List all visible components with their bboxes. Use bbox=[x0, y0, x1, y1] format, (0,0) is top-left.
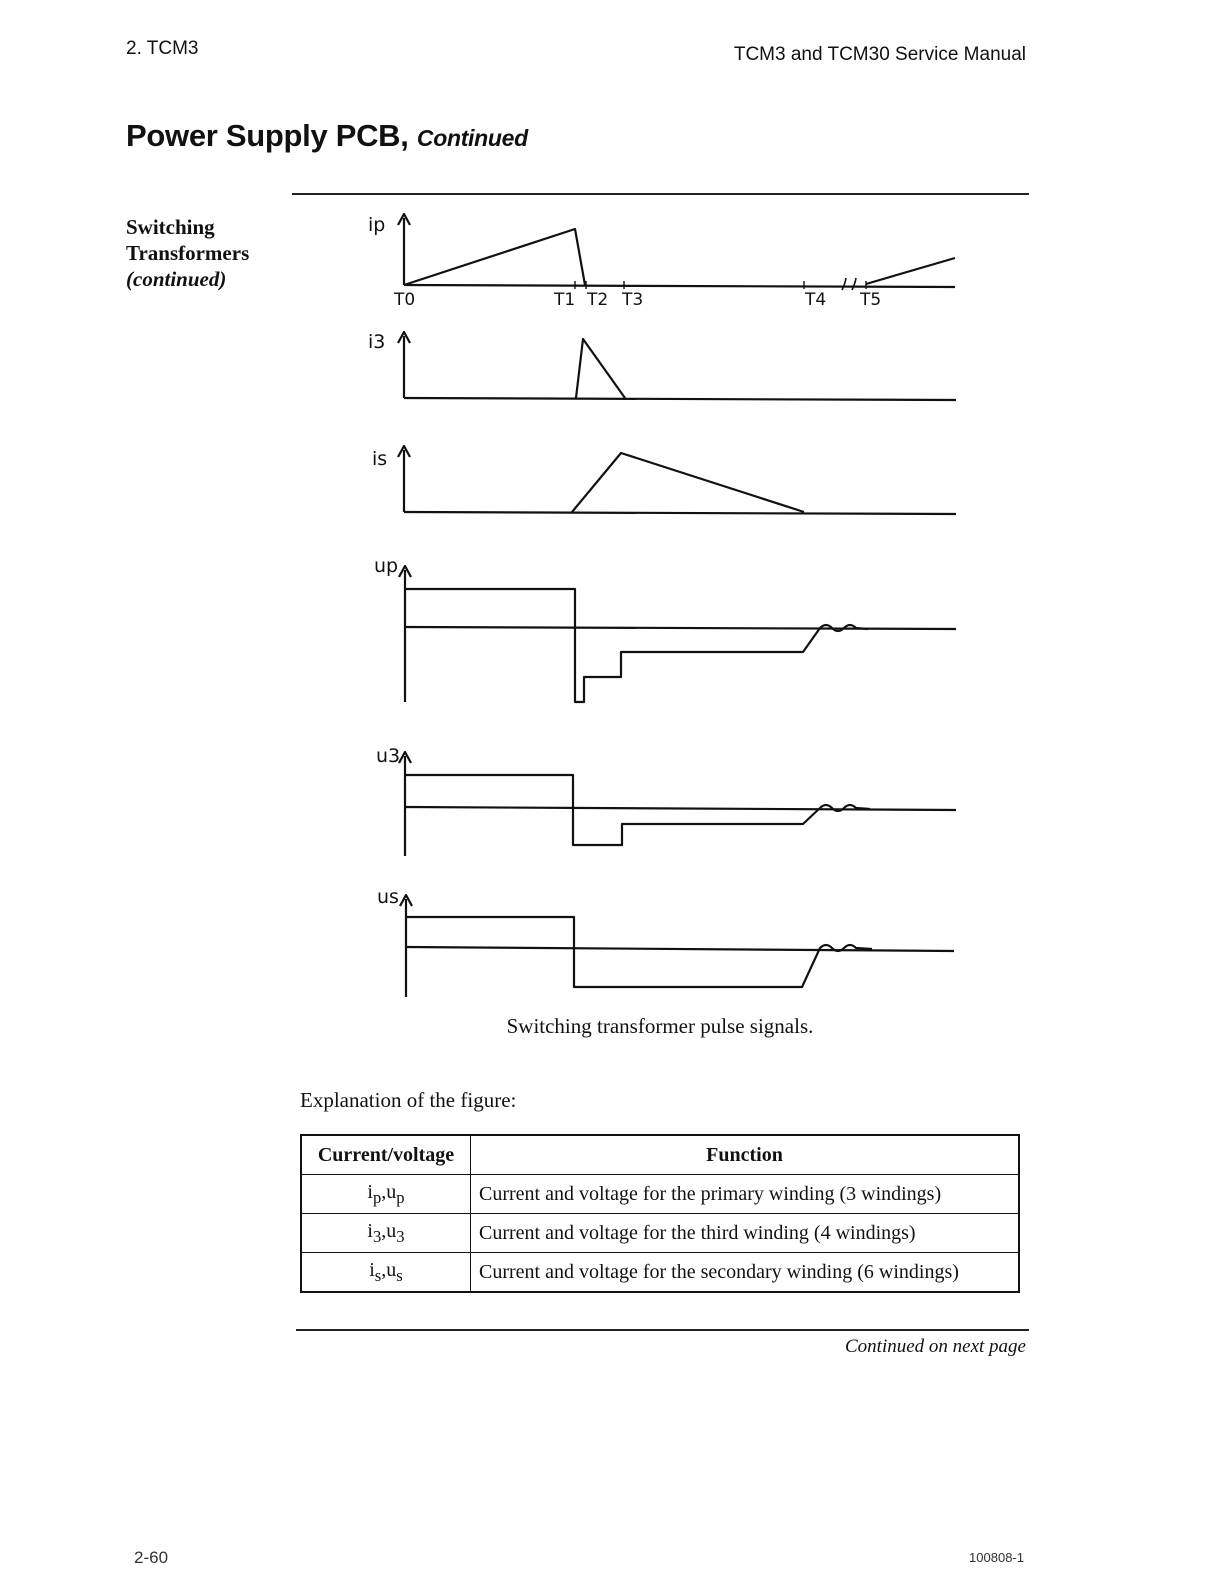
time-marker-t3: T3 bbox=[622, 290, 644, 310]
waveform-up bbox=[399, 566, 956, 702]
up-zero-line bbox=[405, 627, 956, 629]
section-rule-bottom bbox=[296, 1329, 1029, 1331]
symbol-cell bbox=[301, 1253, 471, 1293]
symbol-voltage-sub: s bbox=[396, 1265, 403, 1285]
header-function: Function bbox=[471, 1135, 1020, 1175]
continued-on-next-page: Continued on next page bbox=[845, 1336, 1026, 1357]
table-row bbox=[301, 1253, 1019, 1293]
symbol-voltage: u bbox=[386, 1219, 397, 1242]
ip-ramp bbox=[404, 229, 585, 285]
time-marker-t2: T2 bbox=[587, 290, 609, 310]
symbol-current: i bbox=[367, 1180, 373, 1203]
ip-break-icon bbox=[842, 278, 856, 290]
symbol-cell bbox=[301, 1175, 471, 1214]
symbol-voltage-sub: 3 bbox=[396, 1226, 405, 1246]
symbol-sep: , bbox=[381, 1258, 387, 1281]
up-signal bbox=[405, 589, 868, 702]
time-marker-t4: T4 bbox=[805, 290, 827, 310]
side-heading-line1: Switching bbox=[126, 215, 215, 239]
symbol-current: i bbox=[367, 1219, 373, 1242]
running-header-left: 2. TCM3 bbox=[126, 38, 199, 59]
label-i3: i3 bbox=[368, 331, 386, 353]
symbol-voltage-sub: p bbox=[396, 1187, 405, 1207]
header-current-voltage: Current/voltage bbox=[301, 1135, 471, 1175]
label-is: is bbox=[372, 448, 388, 470]
symbol-voltage: u bbox=[386, 1180, 397, 1203]
i3-pulse bbox=[576, 339, 625, 398]
function-cell: Current and voltage for the third winding (4 windings) bbox=[471, 1214, 1020, 1253]
waveform-i3 bbox=[398, 332, 956, 400]
side-heading-line2: Transformers bbox=[126, 241, 250, 265]
table-row bbox=[301, 1175, 1019, 1214]
waveform-ip bbox=[398, 214, 955, 290]
u3-zero-line bbox=[405, 807, 956, 810]
symbol-cell bbox=[301, 1214, 471, 1253]
page-title-continued: Continued bbox=[416, 125, 528, 151]
label-up: up bbox=[374, 555, 399, 577]
table-row bbox=[301, 1214, 1019, 1253]
time-marker-t5: T5 bbox=[860, 290, 882, 310]
explanation-table bbox=[300, 1134, 1020, 1293]
is-baseline bbox=[404, 512, 956, 514]
symbol-sep: , bbox=[381, 1180, 387, 1203]
table-header-row bbox=[301, 1135, 1019, 1175]
time-marker-t1: T1 bbox=[554, 290, 576, 310]
label-u3: u3 bbox=[376, 745, 401, 767]
function-cell: Current and voltage for the primary winding (3 windings) bbox=[471, 1175, 1020, 1214]
symbol-sep: , bbox=[381, 1219, 387, 1242]
ip-ramp-next bbox=[866, 258, 955, 284]
symbol-current-sub: 3 bbox=[372, 1226, 382, 1246]
document-number: 100808-1 bbox=[969, 1550, 1024, 1565]
waveform-u3 bbox=[399, 752, 956, 856]
page-number: 2-60 bbox=[134, 1548, 169, 1567]
symbol-current-sub: s bbox=[374, 1265, 382, 1285]
time-marker-t0: T0 bbox=[394, 290, 416, 310]
waveform-us bbox=[400, 895, 954, 997]
figure-caption: Switching transformer pulse signals. bbox=[506, 1014, 814, 1038]
label-us: us bbox=[377, 886, 399, 908]
i3-baseline bbox=[404, 398, 956, 400]
symbol-voltage: u bbox=[386, 1258, 397, 1281]
symbol-current-sub: p bbox=[372, 1187, 382, 1207]
page-title-main: Power Supply PCB, bbox=[126, 118, 409, 153]
ip-baseline bbox=[404, 285, 955, 287]
function-cell: Current and voltage for the secondary winding (6 windings) bbox=[471, 1253, 1020, 1293]
explanation-heading: Explanation of the figure: bbox=[300, 1088, 517, 1112]
side-heading-line3: (continued) bbox=[126, 267, 227, 291]
label-ip: ip bbox=[368, 214, 386, 236]
waveform-is bbox=[398, 446, 956, 514]
is-pulse bbox=[572, 453, 804, 512]
us-signal bbox=[406, 917, 872, 987]
symbol-current: i bbox=[369, 1258, 375, 1281]
running-header-right: TCM3 and TCM30 Service Manual bbox=[733, 44, 1026, 65]
